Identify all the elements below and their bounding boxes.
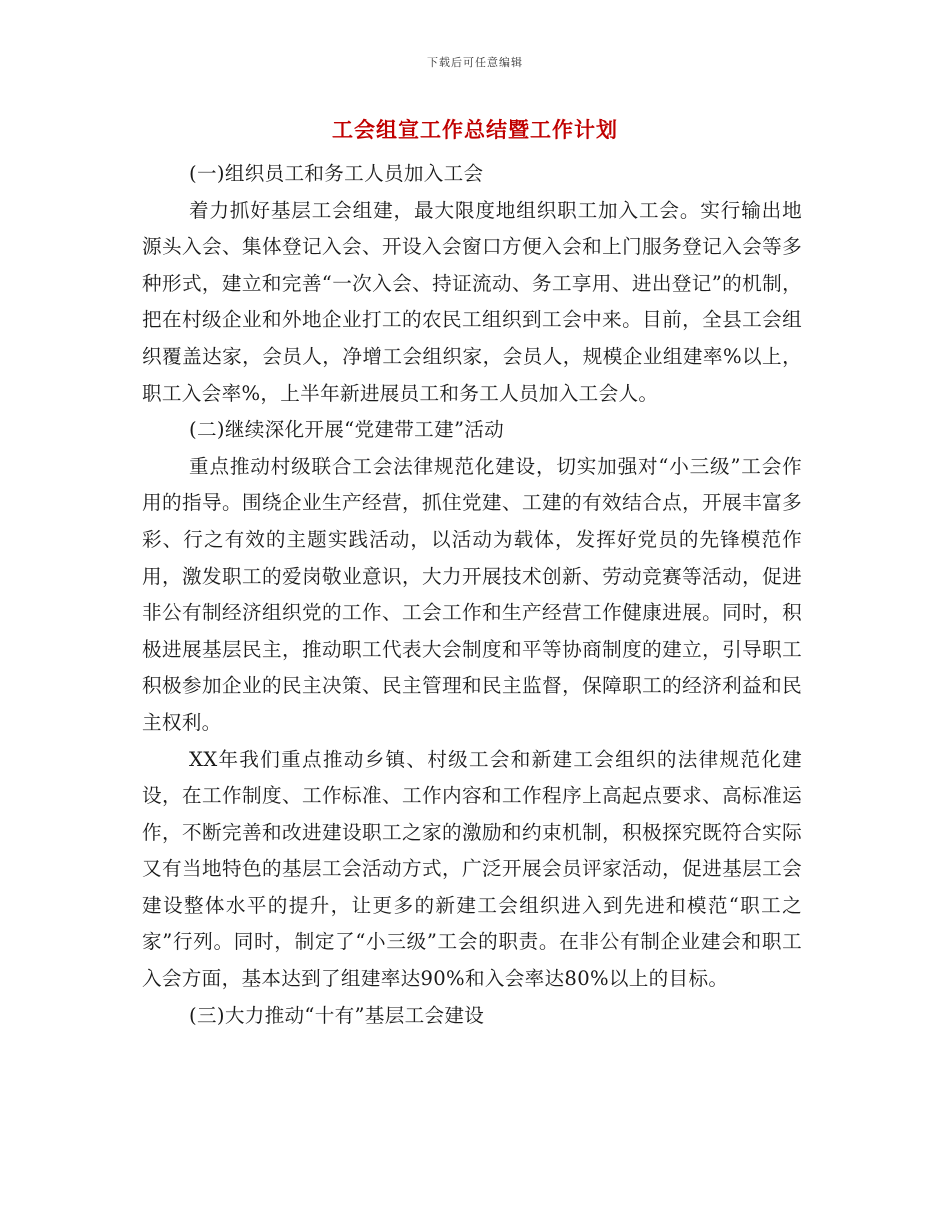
section-heading-3: (三)大力推动“十有”基层工会建设: [189, 1003, 485, 1027]
body-paragraph-3: XX年我们重点推动乡镇、村级工会和新建工会组织的法律规范化建设，在工作制度、工作标准、工作内容和工作程序上高起点要求、高标准运作，不断完善和改进建设职工之家的激励和约束机制，积极探究既符合实际又有当地特色的基层工会活动方式，广泛开展会员评家活动，促进基层工会建设整体水平的提升，让更多的新建工会组织进入到先进和模范“职工之家”行列。同时，制定了“小三级”工会的职责。在非公有制企业建会和职工入会方面，基本达到了组建率达90%和入会率达80%以上的目标。: [142, 747, 802, 991]
document-body: [142, 156, 802, 1034]
body-paragraph-2: 重点推动村级联合工会法律规范化建设，切实加强对“小三级”工会作用的指导。围绕企业生产经营，抓住党建、工建的有效结合点，开展丰富多彩、行之有效的主题实践活动，以活动为载体，发挥好党员的先锋模范作用，激发职工的爱岗敬业意识，大力开展技术创新、劳动竞赛等活动，促进非公有制经济组织党的工作、工会工作和生产经营工作健康进展。同时，积极进展基层民主，推动职工代表大会制度和平等协商制度的建立，引导职工积极参加企业的民主决策、民主管理和民主监督，保障职工的经济利益和民主权利。: [142, 454, 802, 734]
document-title: 工会组宣工作总结暨工作计划: [332, 118, 618, 142]
section-heading-1: (一)组织员工和务工人员加入工会: [189, 162, 484, 185]
body-paragraph-1: 着力抓好基层工会组建，最大限度地组织职工加入工会。实行输出地源头入会、集体登记入会、开设入会窗口方便入会和上门服务登记入会等多种形式，建立和完善“一次入会、持证流动、务工享用、进出登记”的机制，把在村级企业和外地企业打工的农民工组织到工会中来。目前，全县工会组织覆盖达家，会员人，净增工会组织家，会员人，规模企业组建率%以上，职工入会率%，上半年新进展员工和务工人员加入工会人。: [142, 198, 802, 405]
page-header-note: 下载后可任意编辑: [427, 56, 523, 69]
section-heading-2: (二)继续深化开展“党建带工建”活动: [189, 418, 505, 442]
